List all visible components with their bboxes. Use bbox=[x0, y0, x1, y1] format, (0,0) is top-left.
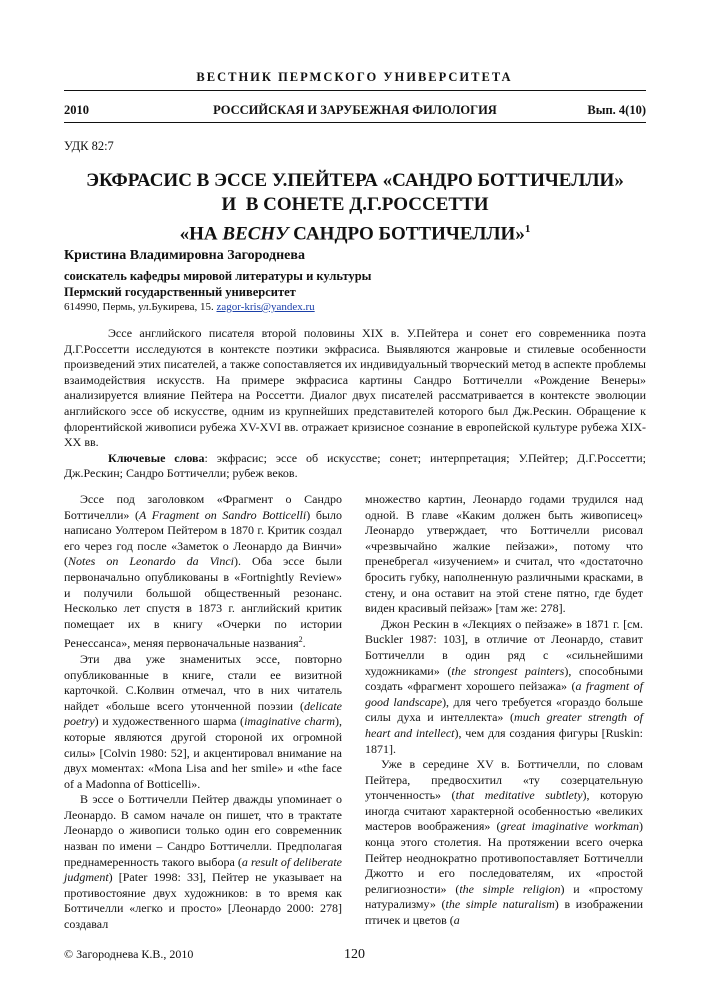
keywords bbox=[64, 451, 646, 482]
udk-code: УДК 82:7 bbox=[64, 139, 114, 153]
keywords-label: Ключевые слова bbox=[108, 450, 205, 465]
title-italic-word: ВЕСНУ bbox=[222, 223, 289, 245]
journal-title: ВЕСТНИК ПЕРМСКОГО УНИВЕРСИТЕТА bbox=[196, 70, 513, 84]
article-title bbox=[64, 169, 646, 246]
author-position: соискатель кафедры мировой литературы и культуры bbox=[64, 269, 372, 283]
body-paragraph: Эти два уже знаменитых эссе, повторно опубликованные в книге, стали ее визитной карточкой. С.Колвин отмечал, что в них читатель найдет «больше всего утонченной поэзии (delicate poetry) и художественного шарма (imaginative charm), которые являются другой стороной их огромной силы» [Colvin 1980: 52], и акцентировал внимание на двух моментах: «Mona Lisa and her smile» и «the face of a Madonna of Botticelli». bbox=[64, 651, 342, 791]
abstract bbox=[64, 326, 646, 482]
keywords-list: : экфрасис; эссе об искусстве; сонет; интерпретация; У.Пейтер; Д.Г.Россетти; Дж.Рескин; Сандро Боттичелли; рубеж веков. bbox=[64, 450, 646, 481]
abstract-text: Эссе английского писателя второй половины XIX в. У.Пейтера и сонет его современника поэта Д.Г.Россетти исследуются в контексте поэтики экфрасиса. Выявляются жанровые и стилевые особенности произведений этих писателей, а также сопоставляется их индивидуальный творческий метод в аспекте проблемы взаимодействия искусств. На примере экфрасиса картины Сандро Боттичелли «Рождение Венеры» анализируется влияние Пейтера на Россетти. Диалог двух писателей рассматривается в контексте эволюции английского эссе об искусстве, одним из крупнейших представителей которого был Дж.Рескин. Обращение к флорентийской живописи рубежа XV-XVI вв. отражает кризисное сознание в европейской культуре рубежа XIX-XX вв. bbox=[64, 326, 646, 450]
body-paragraph: Эссе под заголовком «Фрагмент о Сандро Боттичелли» (A Fragment on Sandro Botticelli) было написано Уолтером Пейтером в 1870 г. Критик создал его через год после «Заметок о Леонардо да Винчи» (Notes on Leonardo da Vinci). Оба эссе были первоначально опубликованы в «Fortnightly Review» и получили большой общественный резонанс. Несколько лет спустя в 1873 г. английский критик помещает их в книгу «Очерки по истории Ренессанса», меняя первоначальные названия$^2$. bbox=[64, 492, 342, 651]
header-divider bbox=[64, 90, 646, 91]
body-column-right bbox=[365, 492, 643, 929]
body-paragraph: В эссе о Боттичелли Пейтер дважды упоминает о Леонардо. В самом начале он пишет, что в трактате Леонардо о живописи только один его современник назван по имени – Сандро Боттичелли. Предполагая преднамеренность такого выбора (a result of deliberate judgment) [Pater 1998: 33], Пейтер не указывает на противостояние двух художников: в то время как Боттичелли «легко и просто» [Леонардо 2000: 278] создавал bbox=[64, 792, 342, 932]
author-name: Кристина Владимировна Загороднева bbox=[64, 248, 305, 263]
title-line-3-end: САНДРО БОТТИЧЕЛЛИ» bbox=[288, 223, 525, 245]
author-address bbox=[64, 301, 315, 313]
body-paragraph: множество картин, Леонардо годами трудился над одной. В главе «Каким должен быть живописец» Леонардо утверждает, что Боттичелли рисовал «чрезвычайно жалкие пейзажи», потому что пренебрегал «изучением» и считал, что «достаточно бросить губку, наполненную различными красками, в стену, и она оставит на этой стене пятно, где будет виден красивый пейзаж» [там же: 278]. bbox=[365, 492, 643, 616]
author-email-link[interactable]: zagor-kris@yandex.ru bbox=[216, 301, 315, 313]
title-line-1: ЭКФРАСИС В ЭССЕ У.ПЕЙТЕРА «САНДРО БОТТИЧЕЛЛИ» bbox=[86, 170, 624, 191]
body-paragraph: Джон Рескин в «Лекциях о пейзаже» в 1871 г. [см. Buckler 1987: 103], в отличие от Леонардо, ставит Боттичелли в один ряд с «сильнейшими художниками» (the strongest painters), способными создать «фрагмент хорошего пейзажа» (a fragment of good landscape), для чего требуется «гораздо больше силы духа и интеллекта» (much greater strength of heart and intellect), чем для создания фигуры [Ruskin: 1871]. bbox=[365, 616, 644, 756]
address-text: 614990, Пермь, ул.Букирева, 15. bbox=[64, 301, 217, 313]
body-column-left bbox=[64, 492, 342, 933]
journal-section: РОССИЙСКАЯ И ЗАРУБЕЖНАЯ ФИЛОЛОГИЯ bbox=[213, 103, 497, 117]
copyright-notice: © Загороднева К.В., 2010 bbox=[64, 947, 194, 961]
title-line-3 bbox=[64, 217, 646, 246]
author-university: Пермский государственный университет bbox=[64, 285, 296, 299]
title-line-2: И В СОНЕТЕ Д.Г.РОССЕТТИ bbox=[221, 194, 489, 215]
title-footnote-mark: 1 bbox=[524, 223, 531, 235]
body-paragraph: Уже в середине XV в. Боттичелли, по словам Пейтера, предвосхитил «ту созерцательную утонченность» (that meditative subtlety), которую иногда считают характерной особенностью «великих мастеров воображения» (great imaginative workman) конца этого столетия. На протяжении всего очерка Пейтер неоднократно противопоставляет Боттичелли Джотто и его последователям, их «простой религиозности» (the simple religion) и «простому натурализму» (the simple naturalism) в изображении птичек и цветов (a bbox=[365, 757, 644, 928]
title-line-3-start: «НА bbox=[179, 223, 223, 245]
issue-number: Вып. 4(10) bbox=[587, 103, 646, 117]
issue-year: 2010 bbox=[64, 103, 89, 117]
page-number: 120 bbox=[344, 947, 365, 962]
meta-divider bbox=[64, 122, 646, 123]
